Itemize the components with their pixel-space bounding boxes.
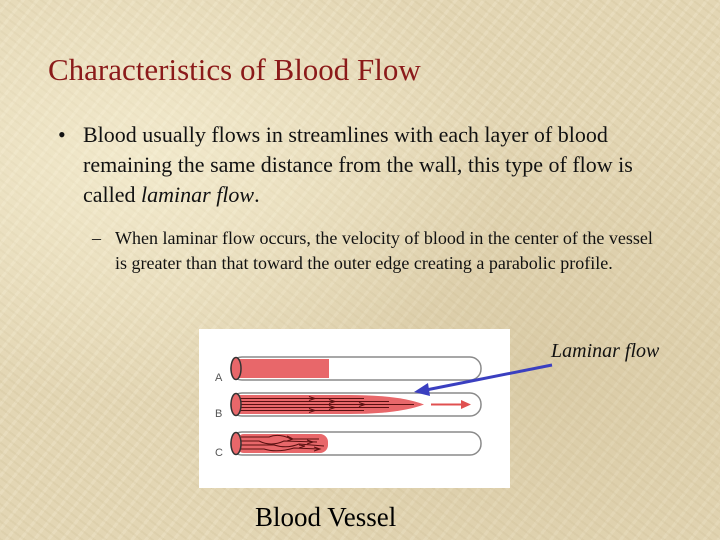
sub-bullet-marker: – (92, 228, 101, 248)
laminar-flow-label: Laminar flow (551, 340, 660, 362)
row-label-b: B (215, 408, 223, 420)
row-label-a: A (215, 372, 223, 384)
bullet-marker: • (58, 122, 66, 147)
sub-bullet-text: When laminar flow occurs, the velocity of blood in the center of the vessel is greater than that toward the outer edge creating a parabolic profile. (115, 228, 653, 273)
bullet-text-end: . (254, 182, 260, 207)
bullet-text-main: Blood usually flows in streamlines with each layer of blood remaining the same distance from the wall, this type of flow is called (83, 122, 633, 207)
row-label-c: C (215, 447, 223, 459)
laminar-flow-pointer-head (414, 383, 430, 396)
slide-title: Characteristics of Blood Flow (48, 52, 421, 87)
blood-vessel-caption: Blood Vessel (255, 502, 397, 532)
laminar-flow-pointer-line (426, 365, 552, 390)
bullet-term-laminar-flow: laminar flow (141, 182, 255, 207)
